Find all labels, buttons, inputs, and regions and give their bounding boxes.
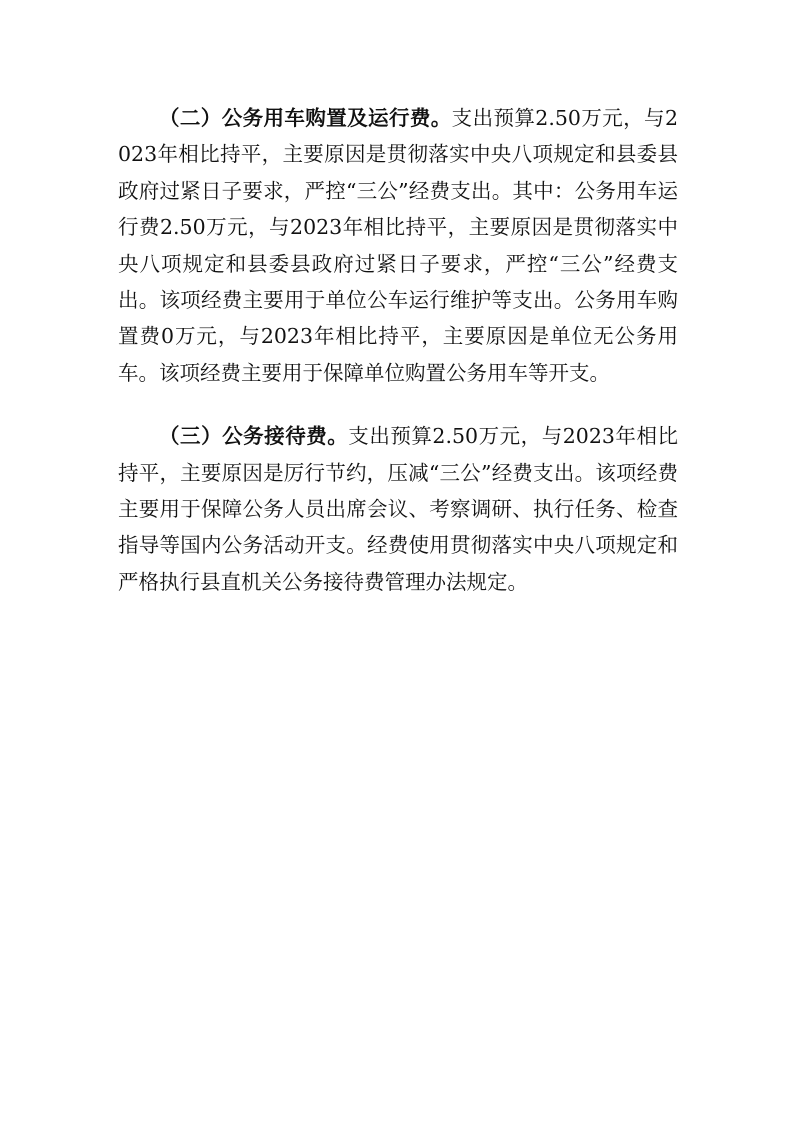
section-text: 支出预算2.50万元，与2023年相比持平，主要原因是厉行节约，压减“三公”经费支出。该项经费主要用于保障公务人员出席会议、考察调研、执行任务、检查指导等国内公务活动开支。经费使用贯彻落实中央八项规定和严格执行县直机关公务接待费管理办法规定。 (118, 424, 678, 594)
section-text: 支出预算2.50万元，与2023年相比持平，主要原因是贯彻落实中央八项规定和县委县政府过紧日子要求，严控“三公”经费支出。其中：公务用车运行费2.50万元，与2023年相比持平，主要原因是贯彻落实中央八项规定和县委县政府过紧日子要求，严控“三公”经费支出。该项经费主要用于单位公车运行维护等支出。公务用车购置费0万元，与2023年相比持平，主要原因是单位无公务用车。该项经费主要用于保障单位购置公务用车等开支。 (118, 106, 679, 385)
section-heading: （三）公务接待费。 (159, 424, 349, 449)
section-reception-expenses (118, 418, 678, 600)
section-vehicle-expenses (118, 100, 678, 391)
document-body (118, 100, 678, 600)
section-heading: （二）公务用车购置及运行费。 (159, 106, 452, 130)
